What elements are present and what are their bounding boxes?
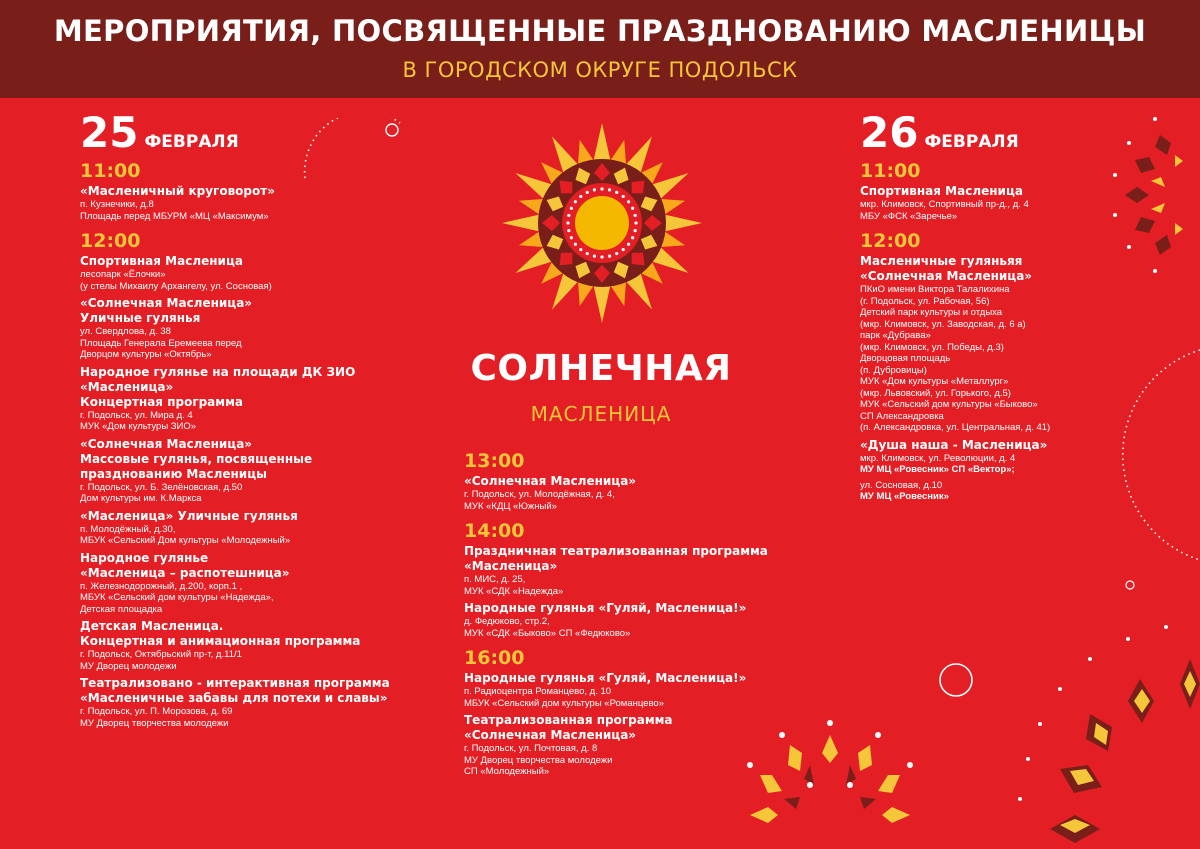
- sun-dot: [586, 191, 589, 194]
- sun-dot: [600, 187, 603, 190]
- page-title: МЕРОПРИЯТИЯ, ПОСВЯЩЕННЫЕ ПРАЗДНОВАНИЮ МАСЛЕНИЦЫ: [53, 14, 1147, 48]
- day1-column: [80, 110, 440, 737]
- sun-logo-icon: [497, 118, 707, 328]
- event-title: Народное гулянье «Масленица – распотешница»: [80, 550, 290, 580]
- sun-dot: [615, 252, 618, 255]
- sun-dot: [622, 195, 625, 198]
- event-details: п. Кузнечики, д.8 Площадь перед МБУРМ «МЦ «Максимум»: [80, 199, 269, 222]
- time-slot: [80, 160, 440, 222]
- sun-ray: [593, 283, 611, 323]
- sun-dot: [622, 248, 625, 251]
- event-item: [464, 671, 784, 709]
- event-details: г. Подольск, Октябрьский пр-т, д.11/1 МУ Дворец молодежи: [80, 649, 242, 672]
- time-slot: [860, 160, 1160, 222]
- event-details: мкр. Климовск, ул. Революции, д. 4: [860, 452, 1016, 464]
- event-details: ул. Свердлова, д. 38 Площадь Генерала Еремеева перед Дворцом культуры «Октябрь»: [80, 326, 242, 360]
- time-label: 13:00: [464, 450, 525, 472]
- sun-dot: [634, 214, 637, 217]
- header-banner: [0, 0, 1200, 98]
- event-details: д. Федюково, стр.2, МУК «СДК «Быково» СП «Федюково»: [464, 616, 631, 639]
- sun-dot: [627, 243, 630, 246]
- sun-dot: [631, 207, 634, 210]
- event-title: Народное гулянье на площади ДК ЗИО «Масленица» Концертная программа: [80, 364, 356, 409]
- event-details: ПКиО имени Виктора Талалихина (г. Подольск, ул. Рабочая, 56) Детский парк культуры и отдыха (мкр. Климовск, ул. Заводская, д. 6 а) парк «Дубрава» (мкр. Климовск, ул. Победы, д.3) Дворцовая площадь (п. Дубровицы) МУК «Дом культуры «Металлург» (мкр. Львовский, ул. Горького, д.5) МУК «Сельский дом культуры «Быково» СП Александровка (п. Александровка, ул. Центральная, д. 41): [860, 284, 1051, 433]
- sun-dot: [608, 255, 611, 258]
- time-slot: [464, 450, 784, 512]
- day2-date-month: ФЕВРАЛЯ: [924, 132, 1019, 152]
- event-item: [80, 509, 440, 547]
- event-details: г. Подольск, ул. Мира д. 4 МУК «Дом культуры ЗИО»: [80, 409, 197, 432]
- event-details: лесопарк «Ёлочки» (у стелы Михаилу Архангелу, ул. Сосновая): [80, 269, 272, 292]
- event-item: [860, 480, 1160, 503]
- event-title: Спортивная Масленица: [860, 184, 1023, 198]
- event-organizer: МУ МЦ «Ровесник» СП «Вектор»;: [860, 464, 1015, 475]
- logo-title: СОЛНЕЧНАЯ: [470, 348, 732, 389]
- sun-dot: [600, 255, 603, 258]
- sun-dot: [567, 229, 570, 232]
- time-label: 11:00: [80, 160, 141, 182]
- day2-column: [860, 110, 1160, 511]
- sun-dot: [615, 191, 618, 194]
- event-item: [464, 713, 784, 778]
- sun-dot: [593, 255, 596, 258]
- event-details: п. Молодёжный, д.30, МБУК «Сельский Дом культуры «Молодежный»: [80, 523, 291, 546]
- day1-date-month: ФЕВРАЛЯ: [144, 132, 239, 152]
- sun-dot: [593, 188, 596, 191]
- logo-subtitle: МАСЛЕНИЦА: [530, 402, 672, 426]
- event-item: [80, 184, 440, 222]
- event-item: [80, 296, 440, 361]
- sun-dot: [579, 195, 582, 198]
- time-label: 12:00: [860, 230, 921, 252]
- sun-dot: [566, 221, 569, 224]
- event-title: «Солнечная Масленица»: [464, 474, 637, 488]
- sun-dot: [567, 214, 570, 217]
- event-details: г. Подольск, ул. Б. Зелёновская, д.50 Дом культуры им. К.Маркса: [80, 481, 243, 504]
- event-title: Театрализовано - интерактивная программа «Масленичные забавы для потехи и славы»: [80, 676, 390, 705]
- time-label: 12:00: [80, 230, 141, 252]
- event-title: «Солнечная Масленица» Массовые гулянья, посвященные празднованию Масленицы: [80, 436, 313, 481]
- middle-column: [464, 446, 784, 786]
- event-title: Спортивная Масленица: [80, 254, 243, 268]
- event-item: [80, 619, 440, 672]
- event-item: [464, 474, 784, 512]
- event-title: Народные гулянья «Гуляй, Масленица!»: [464, 601, 747, 615]
- event-item: [464, 601, 784, 639]
- event-details: г. Подольск, ул. Молодёжная, д. 4, МУК «КДЦ «Южный»: [464, 489, 615, 512]
- sun-ray: [593, 123, 611, 163]
- event-item: [80, 254, 440, 292]
- day1-date-number: 25: [80, 108, 139, 157]
- event-title: «Масленичный круговорот»: [80, 184, 275, 198]
- event-title: Народные гулянья «Гуляй, Масленица!»: [464, 671, 747, 685]
- sun-dot: [570, 207, 573, 210]
- sun-dot: [634, 221, 637, 224]
- sun-dot: [631, 236, 634, 239]
- sun-dot: [579, 248, 582, 251]
- event-title: Масленичные гуляньяя «Солнечная Масленица»: [860, 254, 1033, 283]
- time-slot: [80, 230, 440, 729]
- sun-ray: [502, 214, 542, 232]
- time-label: 11:00: [860, 160, 921, 182]
- event-title: Театрализованная программа «Солнечная Масленица»: [464, 713, 673, 742]
- event-item: [80, 551, 440, 616]
- sun-dot: [586, 252, 589, 255]
- sun-dot: [627, 200, 630, 203]
- decor-ornament-bottom-right: [1010, 615, 1200, 849]
- sun-dot: [608, 188, 611, 191]
- day1-date: [80, 110, 440, 156]
- event-details: п. Железнодорожный, д.200, корп.1 , МБУК «Сельский дом культуры «Надежда», Детская площадка: [80, 580, 274, 615]
- sun-dot: [574, 200, 577, 203]
- event-item: [860, 184, 1160, 222]
- day2-date: [860, 110, 1160, 156]
- event-title: «Солнечная Масленица» Уличные гулянья: [80, 296, 253, 325]
- day2-date-number: 26: [860, 108, 919, 157]
- time-label: 14:00: [464, 520, 525, 542]
- event-item: [80, 365, 440, 433]
- event-item: [80, 676, 440, 729]
- sun-ray: [662, 214, 702, 232]
- event-item: [860, 438, 1160, 476]
- event-details: п. МИС, д. 25, МУК «СДК «Надежда»: [464, 574, 564, 597]
- time-slot: [860, 230, 1160, 503]
- event-details: мкр. Климовск, Спортивный пр-д., д. 4 МБУ «ФСК «Заречье»: [860, 199, 1029, 222]
- event-item: [464, 544, 784, 597]
- sun-dot: [574, 243, 577, 246]
- time-label: 16:00: [464, 647, 525, 669]
- event-title: Детская Масленица. Концертная и анимационная программа: [80, 619, 361, 648]
- event-details: г. Подольск, ул. Почтовая, д. 8 МУ Дворец творчества молодежи СП «Молодежный»: [464, 743, 613, 777]
- event-details: п. Радиоцентра Романцево, д. 10 МБУК «Сельский дом культуры «Романцево»: [464, 686, 664, 709]
- event-title: Праздничная театрализованная программа «Масленица»: [464, 544, 768, 573]
- event-title: «Душа наша - Масленица»: [860, 437, 1048, 452]
- event-organizer: МУ МЦ «Ровесник»: [860, 491, 949, 502]
- sun-dot: [570, 236, 573, 239]
- event-title: «Масленица» Уличные гулянья: [80, 508, 298, 523]
- time-slot: [464, 520, 784, 639]
- event-details: г. Подольск, ул. П. Морозова, д. 69 МУ Дворец творчества молодежи: [80, 706, 233, 729]
- time-slot: [464, 647, 784, 778]
- page-subtitle: В ГОРОДСКОМ ОКРУГЕ ПОДОЛЬСК: [402, 58, 798, 82]
- sun-dot: [634, 229, 637, 232]
- event-item: [80, 437, 440, 505]
- event-item: [860, 254, 1160, 434]
- event-details: ул. Сосновая, д.10: [860, 479, 943, 491]
